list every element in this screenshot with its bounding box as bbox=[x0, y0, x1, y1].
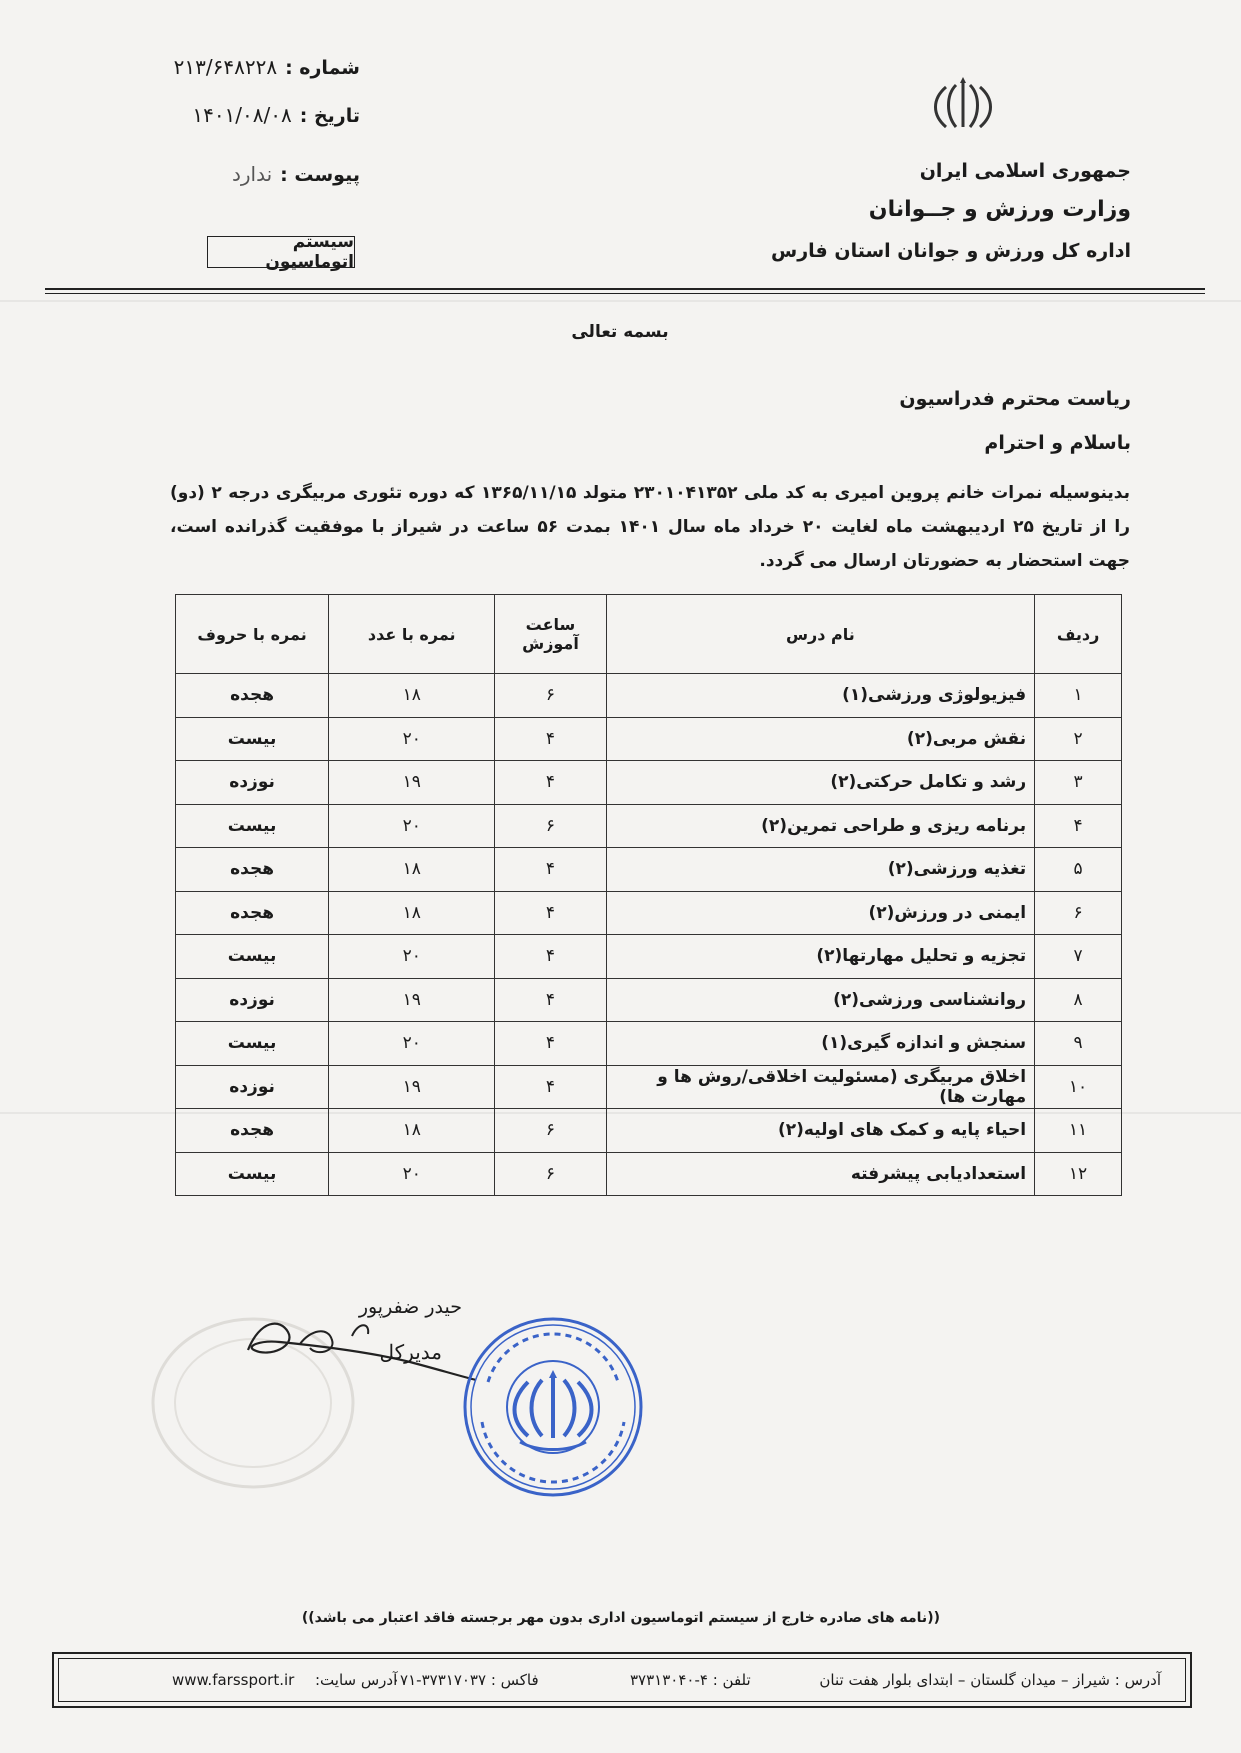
table-header-row bbox=[176, 595, 1122, 674]
header-hours: ساعت آموزش bbox=[495, 595, 606, 674]
cell-grade-number: ۱۸ bbox=[329, 1109, 495, 1153]
cell-grade-words: نوزده bbox=[176, 1065, 329, 1109]
cell-row-number: ۶ bbox=[1035, 891, 1122, 935]
cell-row-number: ۵ bbox=[1035, 848, 1122, 892]
ministry-title: وزارت ورزش و جــوانان bbox=[868, 197, 1131, 222]
cell-row-number: ۴ bbox=[1035, 804, 1122, 848]
official-stamp bbox=[458, 1312, 648, 1502]
header-course-name: نام درس bbox=[606, 595, 1034, 674]
cell-grade-words: هجده bbox=[176, 891, 329, 935]
cell-course-name: برنامه ریزی و طراحی تمرین(۲) bbox=[606, 804, 1034, 848]
cell-hours: ۴ bbox=[495, 1065, 606, 1109]
table-row bbox=[176, 935, 1122, 979]
cell-grade-words: هجده bbox=[176, 674, 329, 718]
header-divider bbox=[45, 288, 1205, 290]
cell-hours: ۶ bbox=[495, 674, 606, 718]
table-row bbox=[176, 674, 1122, 718]
cell-grade-number: ۱۸ bbox=[329, 891, 495, 935]
cell-row-number: ۱۲ bbox=[1035, 1152, 1122, 1196]
cell-course-name: احیاء پایه و کمک های اولیه(۲) bbox=[606, 1109, 1034, 1153]
cell-hours: ۶ bbox=[495, 804, 606, 848]
cell-grade-number: ۲۰ bbox=[329, 717, 495, 761]
cell-grade-words: بیست bbox=[176, 804, 329, 848]
table-row bbox=[176, 1152, 1122, 1196]
letter-number: شماره :۲۱۳/۶۴۸۲۲۸ bbox=[173, 55, 360, 79]
cell-hours: ۴ bbox=[495, 1022, 606, 1066]
cell-row-number: ۱ bbox=[1035, 674, 1122, 718]
greeting: باسلام و احترام bbox=[984, 432, 1131, 454]
cell-grade-words: بیست bbox=[176, 1152, 329, 1196]
cell-hours: ۴ bbox=[495, 978, 606, 1022]
cell-course-name: فیزیولوژی ورزشی(۱) bbox=[606, 674, 1034, 718]
cell-grade-words: بیست bbox=[176, 1022, 329, 1066]
cell-row-number: ۱۱ bbox=[1035, 1109, 1122, 1153]
cell-course-name: رشد و تکامل حرکتی(۲) bbox=[606, 761, 1034, 805]
footer-address: آدرس : شیراز – میدان گلستان – ابتدای بلوار هفت تنان bbox=[819, 1671, 1161, 1689]
header-divider bbox=[45, 293, 1205, 294]
letter-date: تاریخ :۱۴۰۱/۰۸/۰۸ bbox=[192, 103, 360, 127]
cell-course-name: روانشناسی ورزشی(۲) bbox=[606, 978, 1034, 1022]
cell-hours: ۴ bbox=[495, 717, 606, 761]
table-row bbox=[176, 804, 1122, 848]
cell-grade-number: ۲۰ bbox=[329, 935, 495, 979]
cell-course-name: ایمنی در ورزش(۲) bbox=[606, 891, 1034, 935]
cell-grade-words: بیست bbox=[176, 717, 329, 761]
footnote: ((نامه های صادره خارج از سیستم اتوماسیون اداری بدون مهر برجسته فاقد اعتبار می باشد)) bbox=[301, 1610, 940, 1626]
table-row bbox=[176, 717, 1122, 761]
footer-website-label: آدرس سایت: bbox=[315, 1671, 398, 1689]
table-row bbox=[176, 1022, 1122, 1066]
letter-body: بدینوسیله نمرات خانم پروین امیری به کد ملی ۲۳۰۱۰۴۱۳۵۲ متولد ۱۳۶۵/۱۱/۱۵ که دوره تئوری مربیگری درجه ۲ (دو) را از تاریخ ۲۵ اردیبهشت ماه لغایت ۲۰ خرداد ماه سال ۱۴۰۱ بمدت ۵۶ ساعت در شیراز با موفقیت گذرانده است، جهت استحضار به حضورتان ارسال می گردد. bbox=[170, 483, 1131, 571]
cell-grade-words: نوزده bbox=[176, 761, 329, 805]
cell-grade-number: ۲۰ bbox=[329, 1022, 495, 1066]
header-row-number: ردیف bbox=[1035, 595, 1122, 674]
cell-row-number: ۹ bbox=[1035, 1022, 1122, 1066]
cell-row-number: ۱۰ bbox=[1035, 1065, 1122, 1109]
cell-hours: ۴ bbox=[495, 935, 606, 979]
cell-course-name: نقش مربی(۲) bbox=[606, 717, 1034, 761]
cell-grade-words: نوزده bbox=[176, 978, 329, 1022]
cell-grade-number: ۱۹ bbox=[329, 978, 495, 1022]
recipient: ریاست محترم فدراسیون bbox=[899, 388, 1131, 410]
cell-grade-words: هجده bbox=[176, 848, 329, 892]
cell-hours: ۶ bbox=[495, 1152, 606, 1196]
cell-row-number: ۲ bbox=[1035, 717, 1122, 761]
signatory-name: حیدر ضفرپور bbox=[358, 1296, 462, 1318]
signatory-title: مدیرکل bbox=[379, 1340, 442, 1364]
cell-row-number: ۸ bbox=[1035, 978, 1122, 1022]
table-row bbox=[176, 848, 1122, 892]
cell-grade-number: ۱۹ bbox=[329, 1065, 495, 1109]
footer-website-link[interactable]: www.farssport.ir bbox=[172, 1671, 295, 1689]
iran-emblem-icon bbox=[928, 75, 998, 133]
cell-course-name: استعدادیابی پیشرفته bbox=[606, 1152, 1034, 1196]
cell-course-name: تغذیه ورزشی(۲) bbox=[606, 848, 1034, 892]
table-row bbox=[176, 891, 1122, 935]
cell-hours: ۶ bbox=[495, 1109, 606, 1153]
cell-hours: ۴ bbox=[495, 891, 606, 935]
cell-course-name: سنجش و اندازه گیری(۱) bbox=[606, 1022, 1034, 1066]
table-row bbox=[176, 761, 1122, 805]
cell-hours: ۴ bbox=[495, 761, 606, 805]
cell-grade-number: ۱۸ bbox=[329, 674, 495, 718]
header-grade-words: نمره با حروف bbox=[176, 595, 329, 674]
cell-grade-number: ۲۰ bbox=[329, 804, 495, 848]
cell-row-number: ۳ bbox=[1035, 761, 1122, 805]
paper-fold bbox=[0, 300, 1241, 302]
cell-course-name: اخلاق مربیگری (مسئولیت اخلاقی/روش ها و مهارت ها) bbox=[606, 1065, 1034, 1109]
republic-title: جمهوری اسلامی ایران bbox=[919, 160, 1131, 182]
table-row bbox=[176, 1065, 1122, 1109]
grades-table bbox=[175, 594, 1122, 1196]
footer-fax: فاکس : ۳۷۳۱۷۰۳۷-۰۷۱ bbox=[392, 1671, 539, 1689]
automation-system-box: سیستم اتوماسیون bbox=[207, 236, 355, 268]
cell-hours: ۴ bbox=[495, 848, 606, 892]
cell-grade-words: بیست bbox=[176, 935, 329, 979]
table-row bbox=[176, 1109, 1122, 1153]
cell-row-number: ۷ bbox=[1035, 935, 1122, 979]
department-title: اداره کل ورزش و جوانان استان فارس bbox=[771, 240, 1131, 262]
cell-grade-number: ۲۰ bbox=[329, 1152, 495, 1196]
footer-phone: تلفن : ۴-۳۷۳۱۳۰۴۰ bbox=[630, 1671, 751, 1689]
cell-course-name: تجزیه و تحلیل مهارتها(۲) bbox=[606, 935, 1034, 979]
header-grade-number: نمره با عدد bbox=[329, 595, 495, 674]
basmala: بسمه تعالی bbox=[571, 322, 669, 342]
cell-grade-words: هجده bbox=[176, 1109, 329, 1153]
cell-grade-number: ۱۸ bbox=[329, 848, 495, 892]
letter-attachment: پیوست :ندارد bbox=[231, 162, 360, 186]
cell-grade-number: ۱۹ bbox=[329, 761, 495, 805]
table-row bbox=[176, 978, 1122, 1022]
